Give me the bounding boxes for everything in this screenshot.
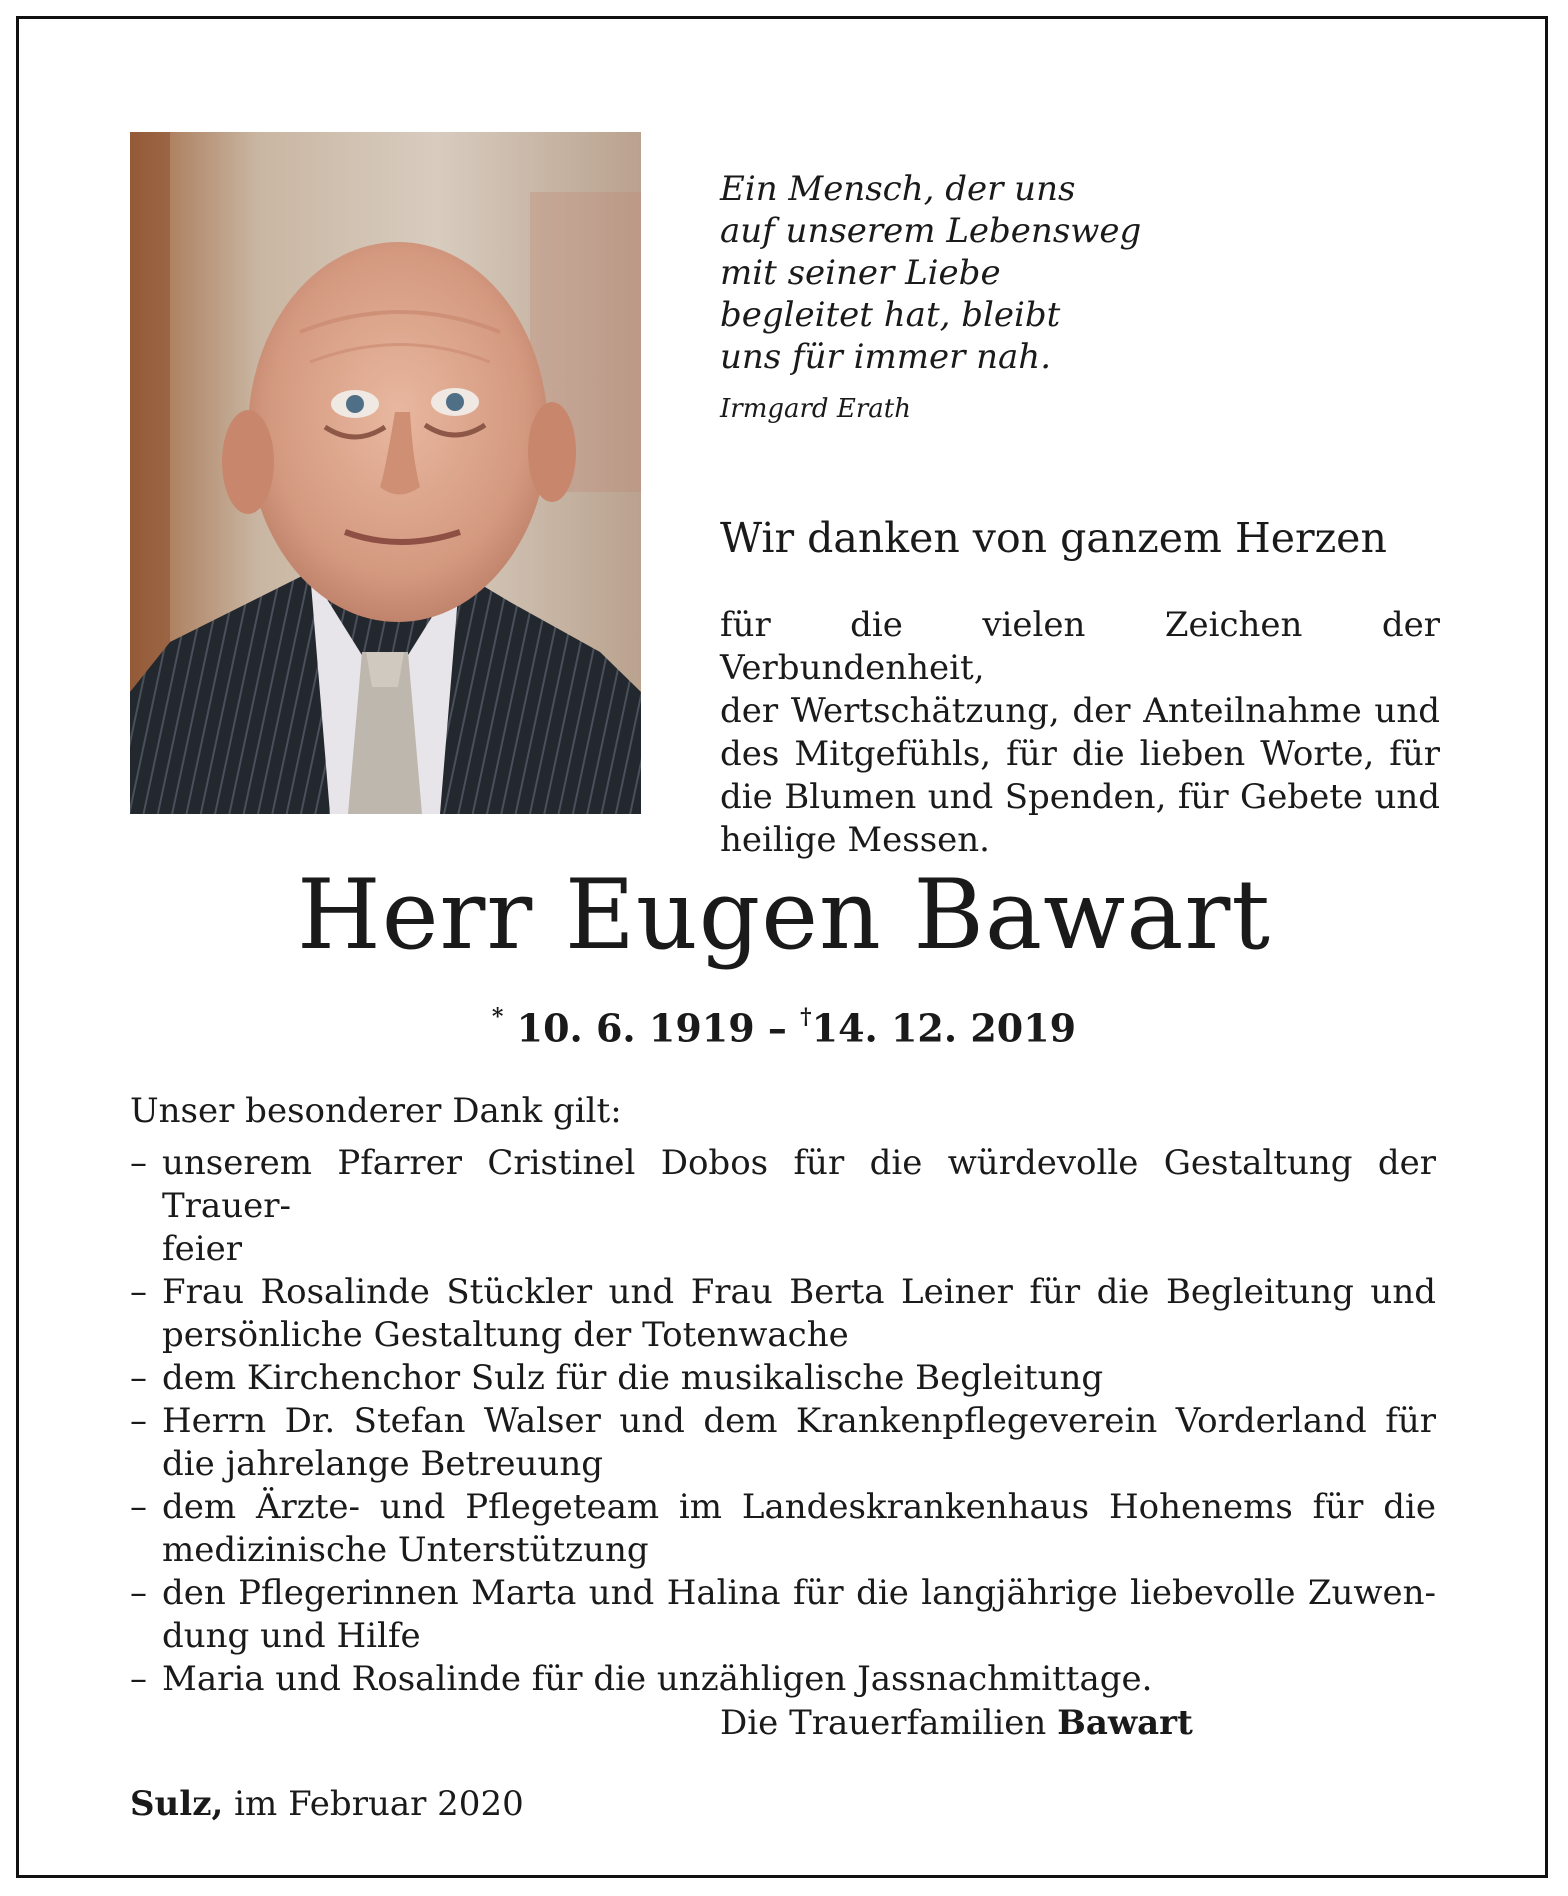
- deceased-name: Herr Eugen Bawart: [297, 859, 1271, 971]
- portrait-photo: [130, 132, 641, 814]
- thanks-line: die Blumen und Spenden, für Gebete und: [720, 777, 1440, 817]
- list-dash: –: [130, 1487, 147, 1527]
- quote-line: begleitet hat, bleibt: [720, 295, 1061, 335]
- thanks-line: heilige Messen.: [720, 820, 990, 860]
- list-item: [130, 1271, 1436, 1357]
- list-dash: –: [130, 1358, 147, 1398]
- portrait-illustration: [130, 132, 641, 814]
- family-signature: [720, 1702, 1420, 1745]
- list-item-line: unserem Pfarrer Cristinel Dobos für die würdevolle Gestaltung der Trauer-: [162, 1143, 1436, 1226]
- list-item-line: den Pflegerinnen Marta und Halina für die langjährige liebevolle Zuwen-: [162, 1573, 1436, 1613]
- list-item: [130, 1486, 1436, 1572]
- list-item-line: die jahrelange Betreuung: [162, 1444, 603, 1484]
- list-item-line: medizinische Unterstützung: [162, 1530, 649, 1570]
- list-item-line: dem Ärzte- und Pflegeteam im Landeskrankenhaus Hohenems für die: [162, 1487, 1436, 1527]
- list-item-line: feier: [162, 1229, 242, 1269]
- thanks-line: für die vielen Zeichen der Verbundenheit,: [720, 605, 1440, 688]
- list-item: [130, 1400, 1436, 1486]
- list-item: [130, 1142, 1436, 1271]
- death-date: 14. 12. 2019: [811, 1005, 1077, 1051]
- place-and-date: [130, 1783, 830, 1826]
- date-separator: –: [767, 1005, 787, 1051]
- place-town: Sulz,: [130, 1784, 224, 1824]
- memorial-quote: [720, 168, 1360, 378]
- list-dash: –: [130, 1143, 147, 1183]
- signature-prefix: Die Trauerfamilien: [720, 1703, 1047, 1743]
- thanks-paragraph: [720, 604, 1440, 862]
- list-dash: –: [130, 1573, 147, 1613]
- quote-line: Ein Mensch, der uns: [720, 169, 1076, 209]
- list-item-line: dung und Hilfe: [162, 1616, 421, 1656]
- list-item-line: Frau Rosalinde Stückler und Frau Berta Leiner für die Begleitung und: [162, 1272, 1436, 1312]
- special-thanks-heading: Unser besonderer Dank gilt:: [130, 1091, 622, 1131]
- quote-line: mit seiner Liebe: [720, 253, 1001, 293]
- quote-line: uns für immer nah.: [720, 337, 1052, 377]
- life-dates: [0, 998, 1568, 1052]
- special-thanks-list: [130, 1142, 1436, 1701]
- list-item-line: persönliche Gestaltung der Totenwache: [162, 1315, 849, 1355]
- list-item-line: Herrn Dr. Stefan Walser und dem Krankenpflegeverein Vorderland für: [162, 1401, 1436, 1441]
- thanks-heading: Wir danken von ganzem Herzen: [720, 514, 1387, 562]
- quote-line: auf unserem Lebensweg: [720, 211, 1142, 251]
- list-dash: –: [130, 1401, 147, 1441]
- list-item: [130, 1572, 1436, 1658]
- list-item: [130, 1658, 1436, 1701]
- birth-symbol: *: [491, 1004, 504, 1030]
- signature-family-name: Bawart: [1057, 1703, 1193, 1743]
- list-dash: –: [130, 1272, 147, 1312]
- list-item: [130, 1357, 1436, 1400]
- place-date: im Februar 2020: [234, 1784, 524, 1824]
- thanks-line: der Wertschätzung, der Anteilnahme und: [720, 691, 1440, 731]
- list-dash: –: [130, 1659, 147, 1699]
- list-item-line: dem Kirchenchor Sulz für die musikalische Begleitung: [162, 1358, 1104, 1398]
- list-item-line: Maria und Rosalinde für die unzähligen Jassnachmittage.: [162, 1659, 1153, 1699]
- thanks-line: des Mitgefühls, für die lieben Worte, für: [720, 734, 1440, 774]
- death-symbol: †: [800, 1004, 812, 1030]
- quote-author: Irmgard Erath: [720, 394, 911, 424]
- birth-date: 10. 6. 1919: [516, 1005, 755, 1051]
